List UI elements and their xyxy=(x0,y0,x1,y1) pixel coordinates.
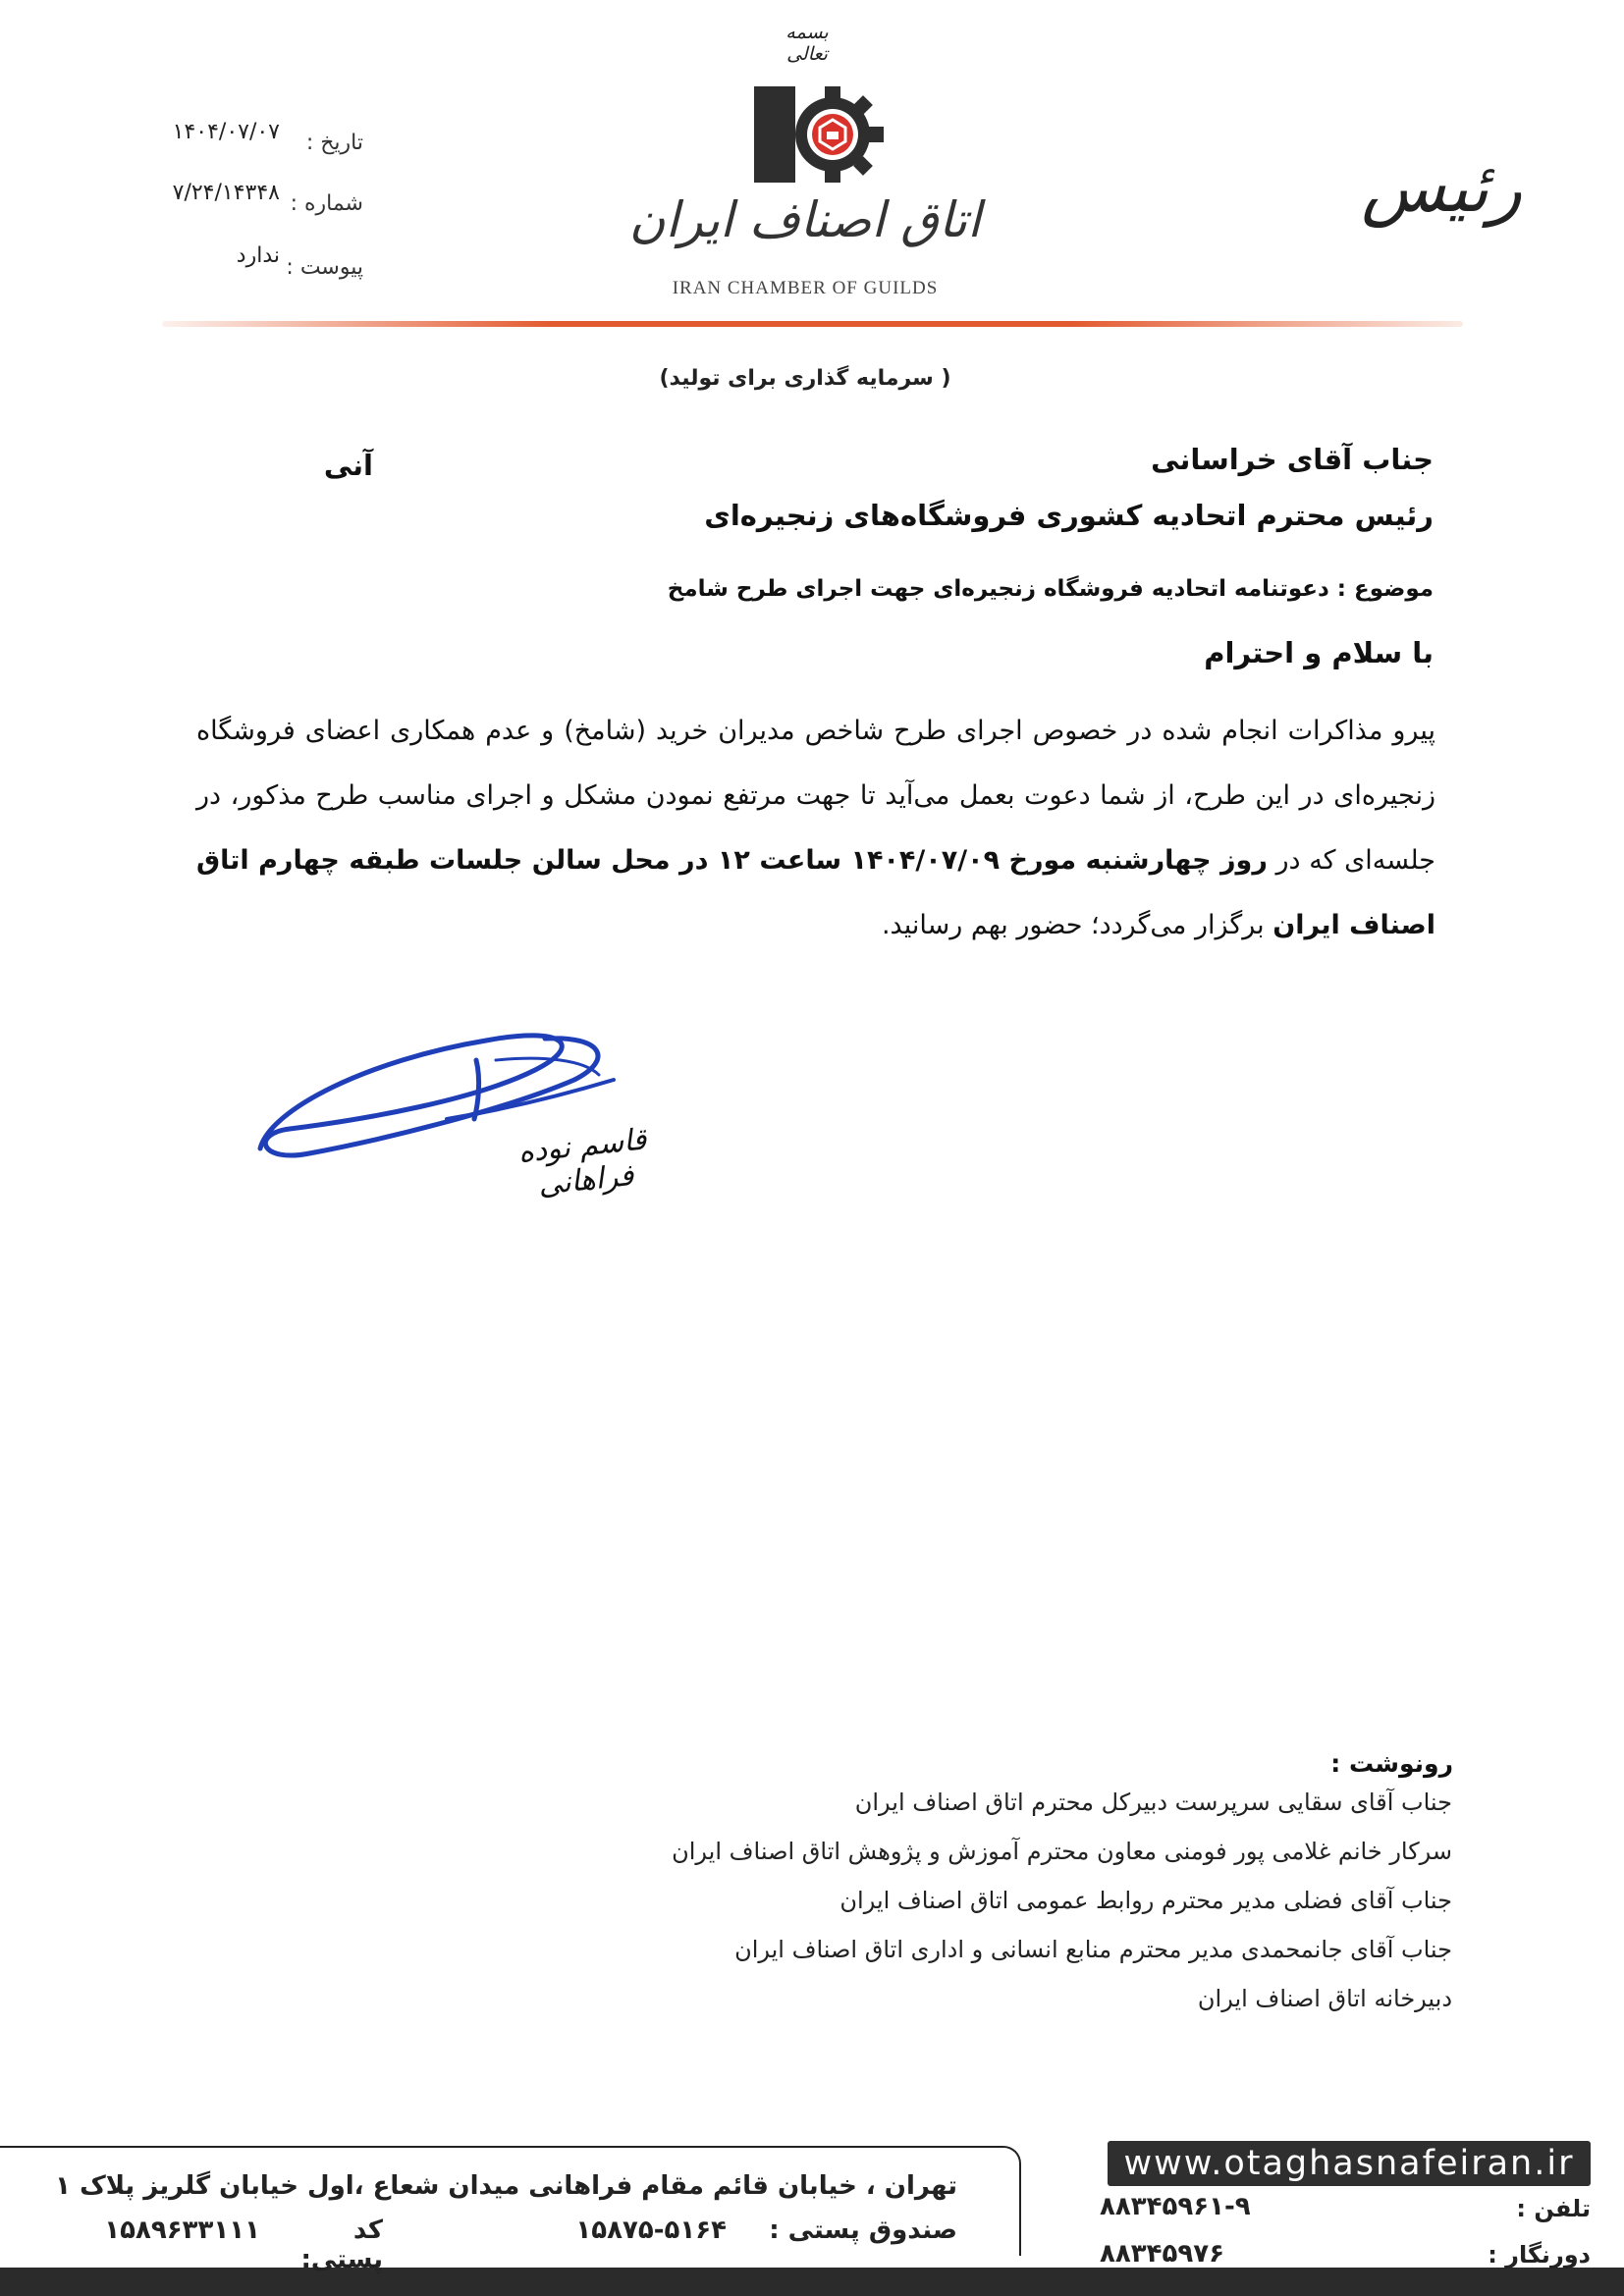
recipient-title: رئیس محترم اتحادیه کشوری فروشگاه‌های زنجیره‌ای xyxy=(704,499,1434,532)
subject-line: موضوع : دعوتنامه اتحادیه فروشگاه زنجیره‌ای جهت اجرای طرح شامخ xyxy=(667,576,1434,602)
cc-item: جناب آقای سقایی سرپرست دبیرکل محترم اتاق اصناف ایران xyxy=(854,1789,1452,1816)
bismillah-text: بسمه تعالی xyxy=(785,22,829,65)
signer-name: قاسم نوده فراهانی xyxy=(516,1122,649,1202)
chamber-name-fa: اتاق اصناف ایران xyxy=(628,191,982,248)
chamber-logo xyxy=(746,80,889,188)
footer-address: تهران ، خیابان قائم مقام فراهانی میدان شعاع ،اول خیابان گلریز پلاک ۱ xyxy=(55,2171,957,2201)
phone-label: تلفن : xyxy=(1516,2195,1591,2222)
cc-item: جناب آقای جانمحمدی مدیر محترم منابع انسانی و اداری اتاق اصناف ایران xyxy=(734,1936,1452,1963)
body-text-part2: برگزار می‌گردد؛ حضور بهم رسانید. xyxy=(881,910,1273,940)
cc-item: جناب آقای فضلی مدیر محترم روابط عمومی اتاق اصناف ایران xyxy=(839,1887,1452,1914)
attachment-value: ندارد xyxy=(236,243,280,268)
cc-item: دبیرخانه اتاق اصناف ایران xyxy=(1197,1985,1452,2012)
po-box-label: صندوق پستی : xyxy=(769,2216,957,2245)
date-label: تاریخ : xyxy=(305,131,363,155)
number-value: ۷/۲۴/۱۴۳۴۸ xyxy=(172,181,280,205)
letter-body xyxy=(196,699,1435,958)
chamber-name-en: IRAN CHAMBER OF GUILDS xyxy=(672,278,939,298)
urgency-label: آنی xyxy=(323,449,373,482)
fax-value: ۸۸۳۴۵۹۷۶ xyxy=(1100,2239,1224,2269)
slogan: ( سرمایه گذاری برای تولید) xyxy=(659,366,951,391)
attachment-label: پیوست : xyxy=(286,255,363,280)
fax-label: دورنگار : xyxy=(1488,2241,1591,2269)
postal-code-label: کد پستی: xyxy=(300,2216,383,2274)
cc-item: سرکار خانم غلامی پور فومنی معاون محترم آموزش و پژوهش اتاق اصناف ایران xyxy=(672,1838,1452,1865)
footer-strip xyxy=(0,2268,1624,2296)
recipient-name: جناب آقای خراسانی xyxy=(1151,443,1434,476)
body-text-bold: روز چهارشنبه مورخ ۱۴۰۴/۰۷/۰۹ ساعت ۱۲ در محل سالن جلسات طبقه چهارم اتاق اصناف ایران xyxy=(196,845,1435,940)
header-divider xyxy=(162,321,1463,327)
po-box-value: ۱۵۸۷۵-۵۱۶۴ xyxy=(575,2216,727,2245)
phone-value: ۸۸۳۴۵۹۶۱-۹ xyxy=(1100,2192,1251,2221)
president-title: رئیس xyxy=(1361,147,1522,228)
cc-title: رونوشت : xyxy=(1330,1749,1453,1778)
body-text-part1: پیرو مذاکرات انجام شده در خصوص اجرای طرح شاخص مدیران خرید (شامخ) و عدم همکاری اعضای فروشگاه زنجیره‌ای در این طرح، از شما دعوت بعمل می‌آید تا جهت مرتفع نمودن مشکل و اجرای مناسب طرح مذکور، در جلسه‌ای که در xyxy=(196,716,1435,876)
date-value: ۱۴۰۴/۰۷/۰۷ xyxy=(172,120,280,144)
number-label: شماره : xyxy=(290,191,363,216)
website-link[interactable]: www.otaghasnafeiran.ir xyxy=(1108,2141,1591,2186)
greeting: با سلام و احترام xyxy=(1204,636,1434,669)
postal-code-value: ۱۵۸۹۶۳۳۱۱۱ xyxy=(104,2216,260,2245)
